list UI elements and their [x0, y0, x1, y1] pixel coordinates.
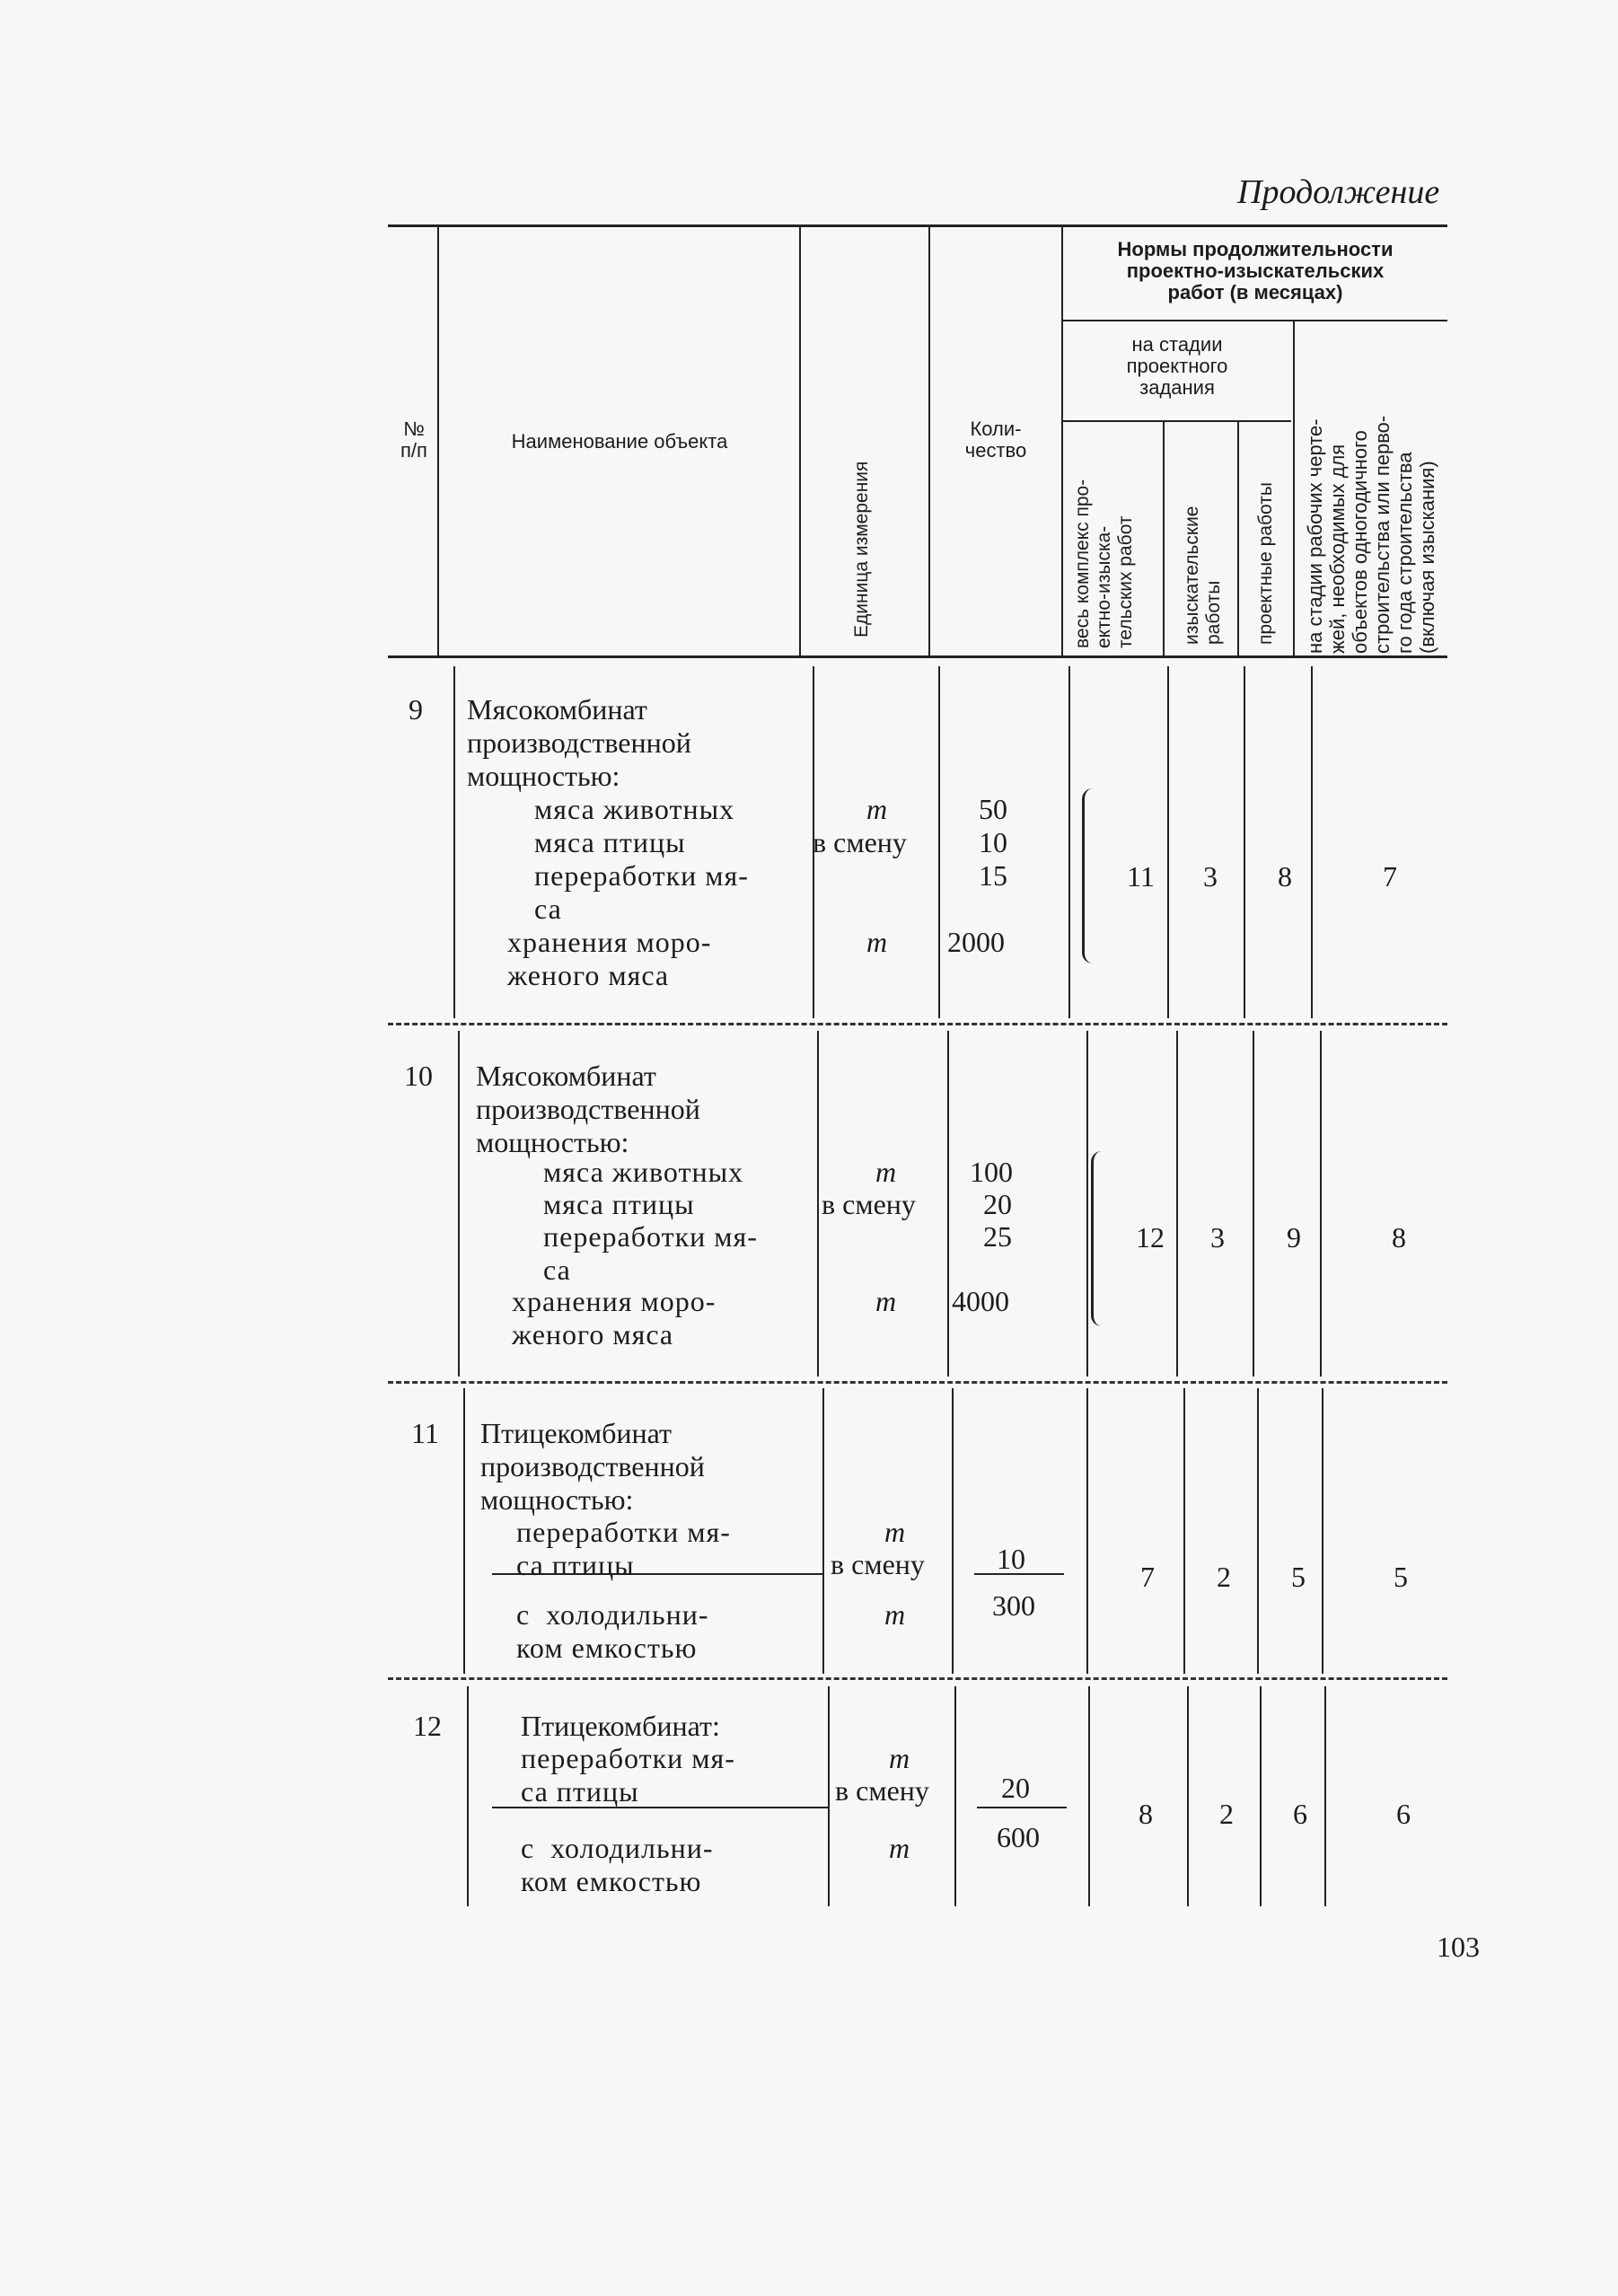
- norm-survey: 2: [1217, 1561, 1231, 1593]
- unit-value: т: [889, 1832, 910, 1864]
- norm-total: 11: [1127, 860, 1155, 893]
- row-separator: [388, 1023, 1447, 1025]
- row-divider: [1183, 1388, 1185, 1674]
- row-divider: [463, 1388, 465, 1674]
- object-item: мяса животных: [543, 1156, 744, 1188]
- object-item: с холодильни- ком емкостью: [521, 1832, 714, 1897]
- norm-working: 5: [1394, 1561, 1408, 1593]
- norm-survey: 3: [1203, 860, 1218, 893]
- row-number: 12: [413, 1710, 442, 1742]
- row-separator: [388, 1677, 1447, 1680]
- quantity-value: 10: [997, 1543, 1025, 1575]
- quantity-value: 2000: [947, 926, 1005, 958]
- row-divider: [947, 1031, 949, 1377]
- header-divider: [1293, 321, 1295, 655]
- norms-rule: [1061, 320, 1447, 321]
- row-separator: [388, 1381, 1447, 1384]
- table-top-rule: [388, 224, 1447, 227]
- row-divider: [817, 1031, 819, 1377]
- norm-design: 5: [1291, 1561, 1306, 1593]
- column-header-stage: на стадии проектного задания: [1126, 333, 1228, 399]
- norm-survey: 3: [1210, 1221, 1225, 1254]
- object-item: хранения моро- женого мяса: [512, 1285, 717, 1350]
- unit-value: т: [889, 1742, 910, 1774]
- page-number: 103: [1437, 1931, 1480, 1963]
- column-header-norms: Нормы продолжительности проектно-изыскательских работ (в месяцах): [1117, 238, 1394, 303]
- quantity-value: 50: [979, 793, 1007, 825]
- object-item: мяса животных: [534, 793, 735, 825]
- row-divider: [938, 666, 940, 1018]
- row-number: 11: [411, 1417, 439, 1449]
- unit-value: в смену: [835, 1774, 929, 1807]
- row-divider: [1253, 1031, 1254, 1377]
- header-divider: [1061, 227, 1063, 655]
- row-divider: [1320, 1031, 1322, 1377]
- header-divider: [928, 227, 930, 655]
- row-divider: [1088, 1686, 1090, 1906]
- row-divider: [828, 1686, 830, 1906]
- object-item: переработки мя- са: [543, 1220, 758, 1286]
- column-header-design: проектные работы: [1255, 482, 1276, 645]
- row-number: 9: [409, 693, 423, 726]
- norm-survey: 2: [1219, 1798, 1234, 1830]
- quantity-value: 4000: [952, 1285, 1009, 1317]
- row-divider: [1167, 666, 1169, 1018]
- norm-total: 12: [1136, 1221, 1165, 1254]
- norm-design: 8: [1278, 860, 1292, 893]
- object-title: Птицекомбинат производственной мощностью:: [480, 1417, 705, 1516]
- row-divider: [1086, 1388, 1088, 1674]
- norm-working: 7: [1383, 860, 1397, 893]
- object-title: Птицекомбинат:: [521, 1710, 720, 1742]
- header-bottom-rule: [388, 655, 1447, 658]
- norm-working: 8: [1392, 1221, 1406, 1254]
- row-divider: [1068, 666, 1070, 1018]
- object-item: переработки мя- са птицы: [516, 1516, 731, 1581]
- row-divider: [1322, 1388, 1323, 1674]
- object-item: мяса птицы: [534, 826, 686, 858]
- row-divider: [1260, 1686, 1262, 1906]
- row-divider: [952, 1388, 954, 1674]
- quantity-value: 25: [983, 1220, 1012, 1253]
- row-divider: [1324, 1686, 1326, 1906]
- object-item: переработки мя- са птицы: [521, 1742, 735, 1808]
- row-divider: [1187, 1686, 1189, 1906]
- unit-value: в смену: [822, 1188, 916, 1220]
- column-header-full-complex: весь комплекс про- ектно-изыска- тельских работ: [1072, 479, 1136, 648]
- column-header-survey: изыскательские работы: [1182, 506, 1224, 645]
- unit-value: т: [866, 793, 888, 825]
- header-divider: [1237, 422, 1239, 655]
- row-divider: [1244, 666, 1245, 1018]
- header-divider: [799, 227, 801, 655]
- continuation-label: Продолжение: [1237, 173, 1440, 211]
- quantity-value: 20: [1001, 1772, 1030, 1804]
- stage-rule: [1061, 420, 1291, 422]
- norm-working: 6: [1396, 1798, 1411, 1830]
- quantity-value: 10: [979, 826, 1007, 858]
- group-brace: [1082, 788, 1099, 963]
- object-title: Мясокомбинат производственной мощностью:: [467, 693, 691, 792]
- quantity-value: 100: [970, 1156, 1013, 1188]
- row-divider: [954, 1686, 956, 1906]
- unit-value: т: [884, 1516, 906, 1548]
- row-divider: [1257, 1388, 1259, 1674]
- header-divider: [437, 227, 439, 655]
- row-divider: [1176, 1031, 1178, 1377]
- unit-value: т: [875, 1285, 897, 1317]
- unit-value: т: [866, 926, 888, 958]
- header-divider: [1163, 422, 1165, 655]
- column-header-unit: Единица измерения: [851, 461, 872, 638]
- quantity-value: 600: [997, 1821, 1040, 1853]
- object-title: Мясокомбинат производственной мощностью:: [476, 1060, 700, 1158]
- quantity-value: 300: [992, 1589, 1035, 1622]
- unit-value: в смену: [813, 826, 907, 858]
- row-divider: [458, 1031, 460, 1377]
- group-brace: [1091, 1151, 1108, 1326]
- column-header-working-drawings: на стадии рабочих черте- жей, необходимых для объектов одногодичного строительства или перво- го года строительства (включая изыскания): [1304, 415, 1438, 654]
- column-header-quantity: Коли- чество: [964, 418, 1027, 462]
- object-item: с холодильни- ком емкостью: [516, 1598, 709, 1664]
- object-item: мяса птицы: [543, 1188, 695, 1220]
- unit-value: т: [884, 1598, 906, 1631]
- unit-value: т: [875, 1156, 897, 1188]
- column-header-number: № п/п: [400, 418, 427, 462]
- object-item: переработки мя- са: [534, 859, 749, 925]
- norm-design: 9: [1287, 1221, 1301, 1254]
- row-divider: [467, 1686, 469, 1906]
- row-divider: [1311, 666, 1313, 1018]
- norm-total: 7: [1140, 1561, 1155, 1593]
- object-item: хранения моро- женого мяса: [507, 926, 712, 991]
- unit-value: в смену: [831, 1548, 925, 1580]
- quantity-value: 20: [983, 1188, 1012, 1220]
- column-header-name: Наименование объекта: [511, 430, 728, 453]
- quantity-value: 15: [979, 859, 1007, 892]
- row-number: 10: [404, 1060, 433, 1092]
- row-divider: [1086, 1031, 1088, 1377]
- row-divider: [822, 1388, 824, 1674]
- row-divider: [453, 666, 455, 1018]
- norm-total: 8: [1139, 1798, 1153, 1830]
- subrow-rule: [977, 1807, 1067, 1808]
- norm-design: 6: [1293, 1798, 1307, 1830]
